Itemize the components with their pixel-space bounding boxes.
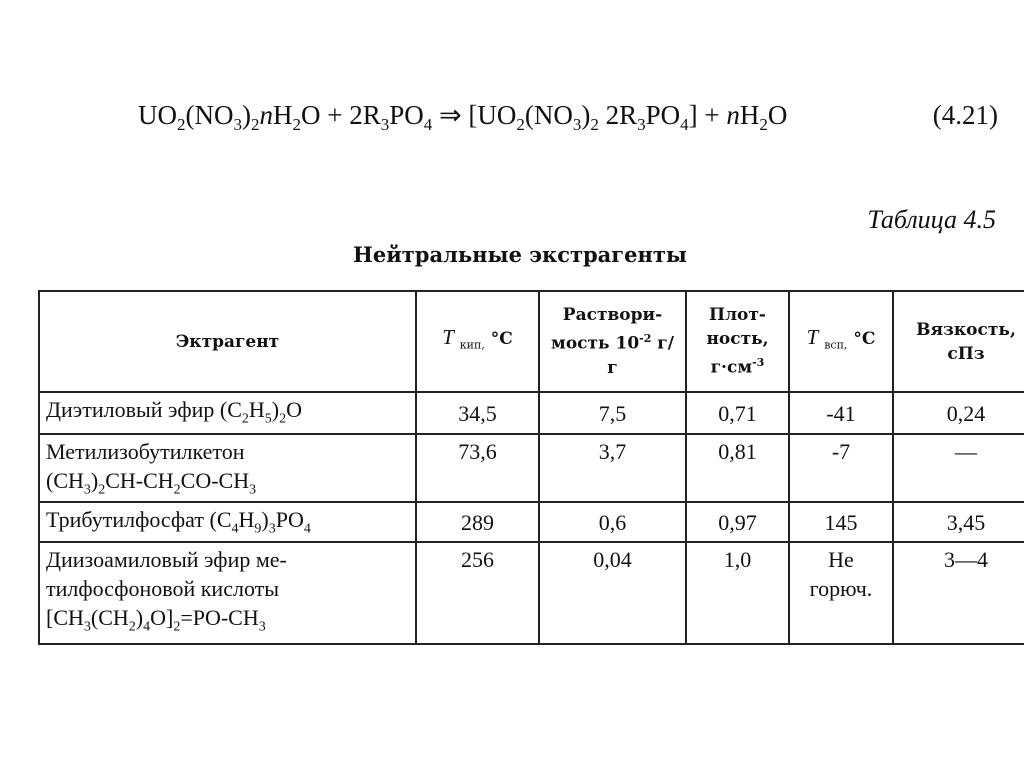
header-extractant: Эктрагент xyxy=(39,291,416,392)
cell-t-flash: -7 xyxy=(789,434,893,502)
cell-t-flash: -41 xyxy=(789,392,893,434)
cell-solubility: 7,5 xyxy=(539,392,686,434)
cell-solubility: 0,04 xyxy=(539,542,686,644)
table-row xyxy=(39,542,1024,644)
cell-solubility: 0,6 xyxy=(539,502,686,542)
cell-t-boil: 73,6 xyxy=(416,434,539,502)
table-label: Таблица 4.5 xyxy=(867,205,996,234)
cell-t-flash: Не горюч. xyxy=(789,542,893,644)
cell-name: Диэтиловый эфир $(C_2H_5)_2O$ xyxy=(39,392,416,434)
table-row xyxy=(39,434,1024,502)
equation-number: (4.21) xyxy=(932,100,998,130)
header-viscosity: Вязкость, сПз xyxy=(893,291,1024,392)
cell-t-flash: 145 xyxy=(789,502,893,542)
header-density: Плот- ность, $г\cdot см^{-3}$ xyxy=(686,291,789,392)
cell-name: Диизоамиловый эфир ме- тилфосфоновой кислоты $[CH_3(CH_2)_4O]_2=PO-CH_3$ xyxy=(39,542,416,644)
cell-density: 0,81 xyxy=(686,434,789,502)
cell-t-boil: 34,5 xyxy=(416,392,539,434)
cell-viscosity: 3,45 xyxy=(893,502,1024,542)
table-row xyxy=(39,502,1024,542)
extractants-table xyxy=(38,290,1024,645)
cell-t-boil: 289 xyxy=(416,502,539,542)
table-header-row xyxy=(39,291,1024,392)
cell-name: Трибутилфосфат $(C_4H_9)_3PO_4$ xyxy=(39,502,416,542)
header-t-flash: T $_{всп,}$ °C xyxy=(789,291,893,392)
cell-density: 1,0 xyxy=(686,542,789,644)
header-solubility: Раствори- мость $10^{-2}$ г/г xyxy=(539,291,686,392)
table-row xyxy=(39,392,1024,434)
cell-density: 0,97 xyxy=(686,502,789,542)
cell-viscosity: 3—4 xyxy=(893,542,1024,644)
cell-t-boil: 256 xyxy=(416,542,539,644)
table-title: Нейтральные экстрагенты xyxy=(353,242,687,267)
equation-formula: $UO_2(NO_3)_2nH_2O + 2R_3PO_4$ ⇒ [$UO_2(NO_3)_2$ $2R_3PO_4] + nH_2O$ xyxy=(138,100,788,134)
cell-viscosity: 0,24 xyxy=(893,392,1024,434)
cell-viscosity: — xyxy=(893,434,1024,502)
cell-name: Метилизобутилкетон $(CH_3)_2CH-CH_2CO-CH_3$ xyxy=(39,434,416,502)
header-t-boil: T $_{кип,}$ °C xyxy=(416,291,539,392)
cell-density: 0,71 xyxy=(686,392,789,434)
cell-solubility: 3,7 xyxy=(539,434,686,502)
equation-4-21 xyxy=(138,95,998,135)
